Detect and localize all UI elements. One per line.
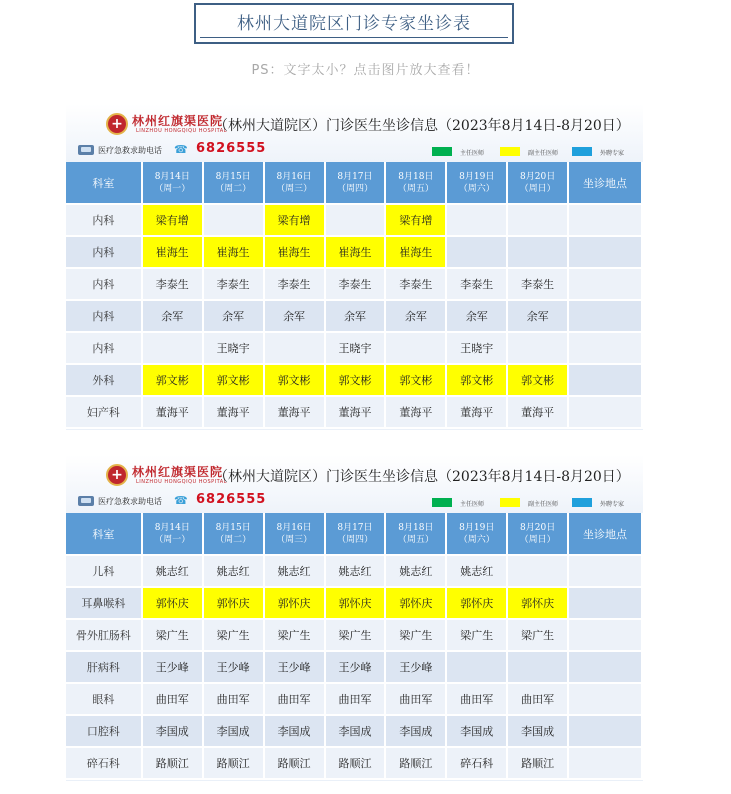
- doctor-cell: 姚志红: [203, 555, 264, 587]
- header-weekday: （周日）: [519, 534, 556, 545]
- doctor-cell: 李国成: [142, 715, 203, 747]
- doctor-cell: 梁广生: [325, 619, 386, 651]
- dept-cell: 儿科: [66, 555, 142, 587]
- doctor-cell: 李国成: [325, 715, 386, 747]
- doctor-cell: 崔海生: [325, 236, 386, 268]
- doctor-cell: 王少峰: [142, 651, 203, 683]
- header-weekday: （周一）: [154, 534, 191, 545]
- table-row: [66, 715, 642, 747]
- header-dept: 科室: [66, 513, 142, 555]
- header-weekday: （周三）: [276, 534, 313, 545]
- doctor-cell: 余军: [264, 300, 325, 332]
- header-day: [385, 162, 446, 204]
- location-cell: [568, 619, 642, 651]
- doctor-cell: 李国成: [446, 715, 507, 747]
- header-date: 8月14日: [154, 522, 190, 533]
- header-date: 8月18日: [398, 171, 434, 182]
- legend-swatch: [500, 147, 520, 156]
- doctor-cell: 郭文彬: [203, 364, 264, 396]
- hospital-logo-icon: [106, 113, 128, 135]
- dept-cell: 碎石科: [66, 747, 142, 779]
- table-row: [66, 683, 642, 715]
- hospital-name: 林州红旗渠医院: [132, 465, 224, 479]
- doctor-cell: 董海平: [203, 396, 264, 428]
- doctor-cell: 梁有增: [142, 204, 203, 236]
- dept-cell: 内科: [66, 268, 142, 300]
- doctor-cell: 余军: [507, 300, 568, 332]
- header-day: [325, 162, 386, 204]
- location-cell: [568, 715, 642, 747]
- table-row: [66, 300, 642, 332]
- doctor-cell: 郭文彬: [142, 364, 203, 396]
- header-weekday: （周一）: [154, 183, 191, 194]
- doctor-cell: 董海平: [385, 396, 446, 428]
- hospital-name: 林州红旗渠医院: [132, 114, 224, 128]
- doctor-cell: [203, 204, 264, 236]
- doctor-cell: 李国成: [203, 715, 264, 747]
- header-date: 8月17日: [337, 522, 373, 533]
- computer-phone-icon: [78, 145, 94, 155]
- doctor-cell: 余军: [142, 300, 203, 332]
- header-weekday: （周四）: [336, 534, 373, 545]
- doctor-cell: 李泰生: [142, 268, 203, 300]
- doctor-cell: 姚志红: [142, 555, 203, 587]
- schedule-title: （林州大道院区）门诊医生坐诊信息（2023年8月14日-8月20日）: [214, 118, 630, 134]
- table-row: [66, 587, 642, 619]
- doctor-cell: [507, 236, 568, 268]
- dept-cell: 内科: [66, 332, 142, 364]
- doctor-cell: 郭怀庆: [264, 587, 325, 619]
- schedule-title: （林州大道院区）门诊医生坐诊信息（2023年8月14日-8月20日）: [214, 469, 630, 485]
- legend-swatch: [500, 498, 520, 507]
- doctor-cell: 王少峰: [203, 651, 264, 683]
- header-day: [142, 513, 203, 555]
- doctor-cell: 郭文彬: [385, 364, 446, 396]
- header-date: 8月16日: [276, 522, 312, 533]
- doctor-cell: 郭怀庆: [325, 587, 386, 619]
- emergency-label: 医疗急救求助电话: [98, 497, 162, 506]
- schedule-table: [66, 162, 643, 429]
- legend-swatch: [432, 147, 452, 156]
- dept-cell: 眼科: [66, 683, 142, 715]
- schedule-table: [66, 513, 643, 780]
- header-date: 8月20日: [520, 171, 556, 182]
- legend-swatch: [572, 498, 592, 507]
- hospital-logo-icon: [106, 464, 128, 486]
- doctor-cell: [507, 555, 568, 587]
- schedule-image-1[interactable]: [66, 104, 643, 430]
- doctor-cell: 曲田军: [264, 683, 325, 715]
- doctor-cell: 郭文彬: [446, 364, 507, 396]
- panel-header: [66, 455, 643, 513]
- doctor-cell: 李国成: [264, 715, 325, 747]
- header-location: 坐诊地点: [568, 162, 642, 204]
- page-title-box: [194, 3, 514, 44]
- doctor-cell: 王晓宇: [325, 332, 386, 364]
- panel-header: [66, 104, 643, 162]
- doctor-cell: 崔海生: [142, 236, 203, 268]
- doctor-cell: 崔海生: [203, 236, 264, 268]
- doctor-cell: 路顺江: [385, 747, 446, 779]
- dept-cell: 内科: [66, 204, 142, 236]
- doctor-cell: 梁广生: [203, 619, 264, 651]
- legend-label: 外聘专家: [600, 501, 625, 508]
- location-cell: [568, 332, 642, 364]
- doctor-cell: 路顺江: [203, 747, 264, 779]
- header-weekday: （周六）: [458, 534, 495, 545]
- doctor-cell: 姚志红: [325, 555, 386, 587]
- doctor-cell: 王少峰: [325, 651, 386, 683]
- doctor-cell: 姚志红: [264, 555, 325, 587]
- header-location: 坐诊地点: [568, 513, 642, 555]
- computer-phone-icon: [78, 496, 94, 506]
- doctor-cell: [325, 204, 386, 236]
- doctor-cell: 曲田军: [203, 683, 264, 715]
- header-day: [264, 513, 325, 555]
- doctor-cell: 李泰生: [446, 268, 507, 300]
- header-day: [446, 162, 507, 204]
- header-day: [385, 513, 446, 555]
- zoom-hint: PS：文字太小？点击图片放大查看！: [251, 63, 480, 78]
- dept-cell: 骨外肛肠科: [66, 619, 142, 651]
- doctor-cell: 王少峰: [264, 651, 325, 683]
- location-cell: [568, 236, 642, 268]
- table-row: [66, 268, 642, 300]
- doctor-cell: 梁广生: [264, 619, 325, 651]
- doctor-cell: 余军: [446, 300, 507, 332]
- header-date: 8月19日: [459, 522, 495, 533]
- header-weekday: （周二）: [215, 534, 252, 545]
- hotline-icon: ☎: [174, 494, 188, 507]
- schedule-image-2[interactable]: [66, 455, 643, 781]
- doctor-cell: 董海平: [264, 396, 325, 428]
- doctor-cell: 曲田军: [385, 683, 446, 715]
- legend-label: 主任医师: [460, 150, 485, 157]
- doctor-cell: 郭怀庆: [385, 587, 446, 619]
- header-weekday: （周三）: [276, 183, 313, 194]
- location-cell: [568, 651, 642, 683]
- doctor-cell: [385, 332, 446, 364]
- header-weekday: （周六）: [458, 183, 495, 194]
- doctor-cell: [142, 332, 203, 364]
- legend-label: 主任医师: [460, 501, 485, 508]
- dept-cell: 内科: [66, 236, 142, 268]
- table-row: [66, 619, 642, 651]
- doctor-cell: 梁广生: [385, 619, 446, 651]
- header-day: [203, 162, 264, 204]
- location-cell: [568, 268, 642, 300]
- location-cell: [568, 300, 642, 332]
- doctor-cell: [507, 204, 568, 236]
- header-date: 8月20日: [520, 522, 556, 533]
- doctor-cell: [507, 651, 568, 683]
- doctor-cell: 董海平: [507, 396, 568, 428]
- legend-swatch: [572, 147, 592, 156]
- dept-cell: 耳鼻喉科: [66, 587, 142, 619]
- header-day: [142, 162, 203, 204]
- legend-label: 外聘专家: [600, 150, 625, 157]
- dept-cell: 口腔科: [66, 715, 142, 747]
- doctor-cell: 路顺江: [142, 747, 203, 779]
- header-day: [507, 162, 568, 204]
- doctor-cell: 余军: [203, 300, 264, 332]
- doctor-cell: 郭怀庆: [446, 587, 507, 619]
- header-weekday: （周二）: [215, 183, 252, 194]
- doctor-cell: 路顺江: [264, 747, 325, 779]
- doctor-cell: 李泰生: [264, 268, 325, 300]
- hospital-english-name: LINZHOU HONGQIQU HOSPITAL: [136, 479, 228, 485]
- location-cell: [568, 747, 642, 779]
- header-date: 8月14日: [154, 171, 190, 182]
- doctor-cell: 梁广生: [507, 619, 568, 651]
- doctor-cell: 郭怀庆: [507, 587, 568, 619]
- location-cell: [568, 364, 642, 396]
- doctor-cell: 曲田军: [325, 683, 386, 715]
- doctor-cell: [446, 651, 507, 683]
- legend-swatch: [432, 498, 452, 507]
- doctor-cell: 梁有增: [385, 204, 446, 236]
- header-date: 8月15日: [215, 171, 251, 182]
- doctor-cell: 姚志红: [446, 555, 507, 587]
- location-cell: [568, 555, 642, 587]
- location-cell: [568, 683, 642, 715]
- doctor-cell: 曲田军: [142, 683, 203, 715]
- doctor-cell: 余军: [385, 300, 446, 332]
- table-row: [66, 396, 642, 428]
- doctor-cell: 王晓宇: [203, 332, 264, 364]
- doctor-cell: 曲田军: [446, 683, 507, 715]
- header-date: 8月16日: [276, 171, 312, 182]
- hotline-icon: ☎: [174, 143, 188, 156]
- doctor-cell: 郭文彬: [264, 364, 325, 396]
- legend-label: 副主任医师: [528, 150, 559, 157]
- doctor-cell: 王晓宇: [446, 332, 507, 364]
- header-day: [446, 513, 507, 555]
- doctor-cell: 郭文彬: [507, 364, 568, 396]
- dept-cell: 外科: [66, 364, 142, 396]
- doctor-cell: 王少峰: [385, 651, 446, 683]
- doctor-cell: [264, 332, 325, 364]
- table-row: [66, 332, 642, 364]
- doctor-cell: 李泰生: [203, 268, 264, 300]
- header-date: 8月15日: [215, 522, 251, 533]
- doctor-cell: 董海平: [325, 396, 386, 428]
- doctor-cell: 梁有增: [264, 204, 325, 236]
- header-dept: 科室: [66, 162, 142, 204]
- hospital-english-name: LINZHOU HONGQIQU HOSPITAL: [136, 128, 228, 134]
- table-row: [66, 747, 642, 779]
- doctor-cell: [507, 332, 568, 364]
- doctor-cell: 董海平: [142, 396, 203, 428]
- header-day: [507, 513, 568, 555]
- header-date: 8月19日: [459, 171, 495, 182]
- doctor-cell: 郭怀庆: [203, 587, 264, 619]
- header-day: [325, 513, 386, 555]
- doctor-cell: [446, 204, 507, 236]
- dept-cell: 内科: [66, 300, 142, 332]
- header-day: [264, 162, 325, 204]
- doctor-cell: 李泰生: [507, 268, 568, 300]
- table-row: [66, 236, 642, 268]
- location-cell: [568, 396, 642, 428]
- doctor-cell: 崔海生: [385, 236, 446, 268]
- doctor-cell: 曲田军: [507, 683, 568, 715]
- table-row: [66, 204, 642, 236]
- header-weekday: （周四）: [336, 183, 373, 194]
- doctor-cell: 郭怀庆: [142, 587, 203, 619]
- doctor-cell: 路顺江: [325, 747, 386, 779]
- location-cell: [568, 587, 642, 619]
- table-row: [66, 651, 642, 683]
- header-weekday: （周五）: [397, 534, 434, 545]
- header-date: 8月17日: [337, 171, 373, 182]
- doctor-cell: 路顺江: [507, 747, 568, 779]
- hotline-number: 6826555: [196, 492, 267, 507]
- table-row: [66, 364, 642, 396]
- doctor-cell: 郭文彬: [325, 364, 386, 396]
- header-day: [203, 513, 264, 555]
- doctor-cell: 余军: [325, 300, 386, 332]
- doctor-cell: 姚志红: [385, 555, 446, 587]
- doctor-cell: 梁广生: [446, 619, 507, 651]
- doctor-cell: 梁广生: [142, 619, 203, 651]
- doctor-cell: 董海平: [446, 396, 507, 428]
- doctor-cell: 李泰生: [325, 268, 386, 300]
- emergency-label: 医疗急救求助电话: [98, 146, 162, 155]
- doctor-cell: 李国成: [385, 715, 446, 747]
- header-date: 8月18日: [398, 522, 434, 533]
- header-weekday: （周五）: [397, 183, 434, 194]
- dept-cell: 肝病科: [66, 651, 142, 683]
- dept-cell: 妇产科: [66, 396, 142, 428]
- doctor-cell: 崔海生: [264, 236, 325, 268]
- hotline-number: 6826555: [196, 141, 267, 156]
- page-title: 林州大道院区门诊专家坐诊表: [200, 9, 508, 38]
- doctor-cell: 李泰生: [385, 268, 446, 300]
- doctor-cell: 李国成: [507, 715, 568, 747]
- doctor-cell: 碎石科: [446, 747, 507, 779]
- header-weekday: （周日）: [519, 183, 556, 194]
- location-cell: [568, 204, 642, 236]
- table-row: [66, 555, 642, 587]
- doctor-cell: [446, 236, 507, 268]
- legend-label: 副主任医师: [528, 501, 559, 508]
